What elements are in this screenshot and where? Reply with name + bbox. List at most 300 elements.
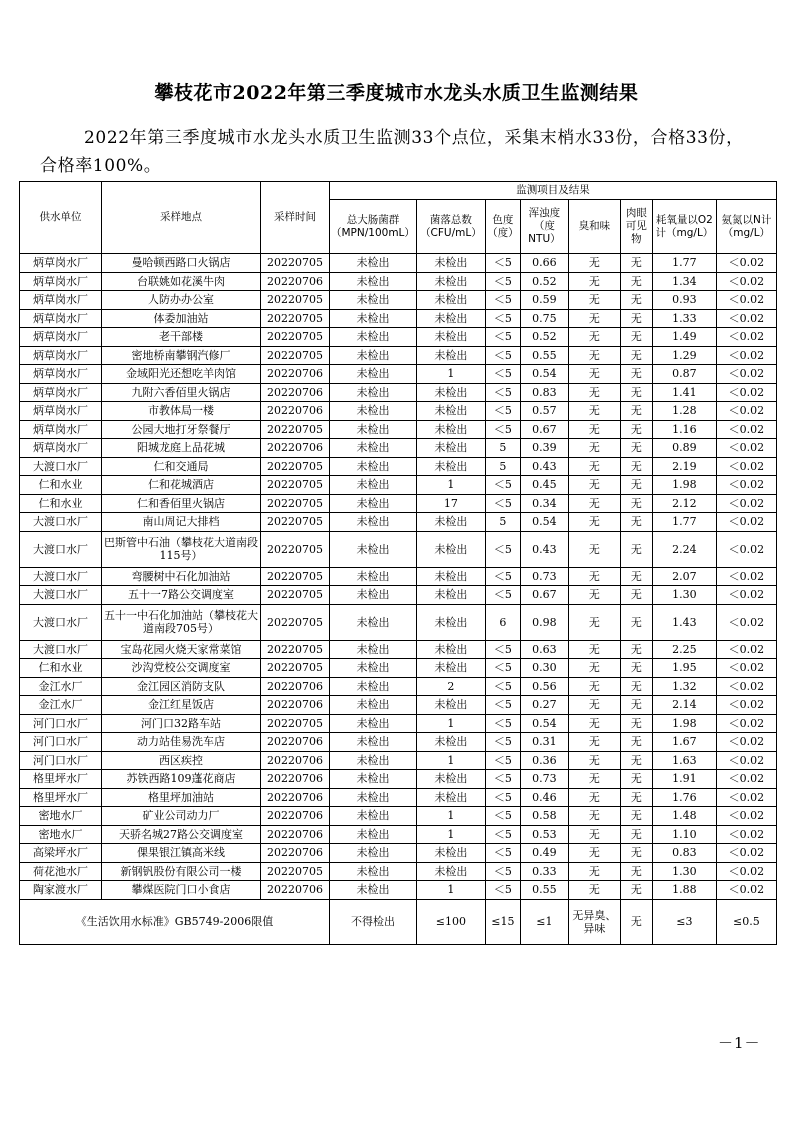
cell-coliform: 未检出	[330, 291, 417, 310]
cell-ammonia: ＜0.02	[716, 420, 776, 439]
cell-colony: 1	[416, 881, 485, 900]
cell-turbidity: 0.33	[520, 862, 568, 881]
cell-ammonia: ＜0.02	[716, 825, 776, 844]
cell-unit: 大渡口水厂	[20, 640, 102, 659]
cell-time: 20220706	[261, 677, 330, 696]
cell-color: ＜5	[485, 733, 520, 752]
cell-turbidity: 0.54	[520, 714, 568, 733]
cell-color: ＜5	[485, 309, 520, 328]
cell-turbidity: 0.67	[520, 420, 568, 439]
table-row	[20, 862, 777, 881]
table-row	[20, 807, 777, 826]
cell-location: 阳城龙庭上品花城	[102, 439, 261, 458]
cell-turbidity: 0.30	[520, 659, 568, 678]
cell-odor: 无	[568, 604, 620, 640]
cell-color: ＜5	[485, 567, 520, 586]
cell-colony: 1	[416, 825, 485, 844]
cell-location: 新钢钒股份有限公司一楼	[102, 862, 261, 881]
cell-ammonia: ＜0.02	[716, 844, 776, 863]
cell-ammonia: ＜0.02	[716, 770, 776, 789]
cell-turbidity: 0.66	[520, 254, 568, 273]
cell-coliform: 未检出	[330, 513, 417, 532]
cell-time: 20220706	[261, 733, 330, 752]
cell-colony: 未检出	[416, 862, 485, 881]
cell-color: ＜5	[485, 254, 520, 273]
table-row	[20, 659, 777, 678]
cell-colony: 未检出	[416, 513, 485, 532]
cell-ammonia: ＜0.02	[716, 328, 776, 347]
cell-odor: 无	[568, 328, 620, 347]
cell-odor: 无	[568, 402, 620, 421]
cell-location: 弯腰树中石化加油站	[102, 567, 261, 586]
cell-unit: 炳草岗水厂	[20, 272, 102, 291]
cell-coliform: 未检出	[330, 696, 417, 715]
cell-time: 20220706	[261, 696, 330, 715]
footer-limit: ≤1	[520, 899, 568, 944]
cell-color: ＜5	[485, 328, 520, 347]
cell-unit: 炳草岗水厂	[20, 346, 102, 365]
header-color: 色度（度）	[485, 200, 520, 254]
cell-color: ＜5	[485, 531, 520, 567]
cell-coliform: 未检出	[330, 420, 417, 439]
cell-coliform: 未检出	[330, 807, 417, 826]
cell-colony: 未检出	[416, 567, 485, 586]
cell-visible: 无	[620, 494, 652, 513]
cell-turbidity: 0.59	[520, 291, 568, 310]
table-row	[20, 420, 777, 439]
cell-visible: 无	[620, 862, 652, 881]
cell-ammonia: ＜0.02	[716, 272, 776, 291]
table-row	[20, 476, 777, 495]
cell-location: 巴斯管中石油（攀枝花大道南段115号）	[102, 531, 261, 567]
cell-odor: 无	[568, 751, 620, 770]
cell-location: 西区疾控	[102, 751, 261, 770]
table-row	[20, 494, 777, 513]
cell-ammonia: ＜0.02	[716, 402, 776, 421]
cell-unit: 炳草岗水厂	[20, 254, 102, 273]
cell-oxygen: 1.41	[652, 383, 716, 402]
header-colony: 菌落总数（CFU/mL）	[416, 200, 485, 254]
table-row	[20, 677, 777, 696]
cell-color: ＜5	[485, 881, 520, 900]
cell-location: 金域阳光还想吃羊肉馆	[102, 365, 261, 384]
cell-location: 曼哈顿西路口火锅店	[102, 254, 261, 273]
cell-colony: 未检出	[416, 346, 485, 365]
cell-colony: 未检出	[416, 328, 485, 347]
cell-oxygen: 1.91	[652, 770, 716, 789]
cell-time: 20220706	[261, 402, 330, 421]
cell-turbidity: 0.55	[520, 346, 568, 365]
cell-ammonia: ＜0.02	[716, 604, 776, 640]
table-row	[20, 402, 777, 421]
cell-unit: 炳草岗水厂	[20, 309, 102, 328]
cell-coliform: 未检出	[330, 881, 417, 900]
cell-unit: 仁和水业	[20, 659, 102, 678]
cell-unit: 炳草岗水厂	[20, 328, 102, 347]
cell-colony: 未检出	[416, 586, 485, 605]
cell-coliform: 未检出	[330, 714, 417, 733]
cell-coliform: 未检出	[330, 383, 417, 402]
cell-location: 南山周记大排档	[102, 513, 261, 532]
table-row	[20, 328, 777, 347]
cell-ammonia: ＜0.02	[716, 586, 776, 605]
page-number: －1－	[718, 1034, 761, 1052]
cell-unit: 密地水厂	[20, 807, 102, 826]
cell-odor: 无	[568, 439, 620, 458]
cell-odor: 无	[568, 640, 620, 659]
cell-coliform: 未检出	[330, 567, 417, 586]
cell-time: 20220705	[261, 531, 330, 567]
cell-colony: 未检出	[416, 420, 485, 439]
cell-color: ＜5	[485, 402, 520, 421]
cell-odor: 无	[568, 659, 620, 678]
cell-colony: 1	[416, 751, 485, 770]
cell-oxygen: 1.30	[652, 586, 716, 605]
cell-time: 20220705	[261, 640, 330, 659]
header-time: 采样时间	[261, 182, 330, 254]
cell-location: 密地桥南攀钢汽修厂	[102, 346, 261, 365]
cell-unit: 大渡口水厂	[20, 604, 102, 640]
cell-ammonia: ＜0.02	[716, 733, 776, 752]
cell-odor: 无	[568, 862, 620, 881]
cell-location: 格里坪加油站	[102, 788, 261, 807]
cell-color: ＜5	[485, 659, 520, 678]
cell-time: 20220705	[261, 586, 330, 605]
cell-time: 20220706	[261, 825, 330, 844]
cell-coliform: 未检出	[330, 346, 417, 365]
cell-time: 20220705	[261, 604, 330, 640]
cell-oxygen: 1.30	[652, 862, 716, 881]
cell-time: 20220706	[261, 788, 330, 807]
footer-limit: 无异臭、异味	[568, 899, 620, 944]
cell-location: 台联姚如花溪牛肉	[102, 272, 261, 291]
cell-turbidity: 0.43	[520, 457, 568, 476]
cell-visible: 无	[620, 476, 652, 495]
cell-unit: 大渡口水厂	[20, 586, 102, 605]
cell-visible: 无	[620, 531, 652, 567]
cell-visible: 无	[620, 586, 652, 605]
cell-location: 攀煤医院门口小食店	[102, 881, 261, 900]
cell-time: 20220705	[261, 494, 330, 513]
cell-odor: 无	[568, 881, 620, 900]
header-oxygen: 耗氧量以O2计（mg/L）	[652, 200, 716, 254]
cell-time: 20220705	[261, 420, 330, 439]
cell-unit: 格里坪水厂	[20, 788, 102, 807]
cell-time: 20220705	[261, 567, 330, 586]
cell-unit: 炳草岗水厂	[20, 402, 102, 421]
cell-odor: 无	[568, 677, 620, 696]
cell-turbidity: 0.53	[520, 825, 568, 844]
cell-unit: 金江水厂	[20, 677, 102, 696]
table-row	[20, 733, 777, 752]
cell-odor: 无	[568, 714, 620, 733]
cell-odor: 无	[568, 457, 620, 476]
cell-visible: 无	[620, 788, 652, 807]
cell-oxygen: 2.24	[652, 531, 716, 567]
cell-time: 20220706	[261, 807, 330, 826]
header-visible: 肉眼可见物	[620, 200, 652, 254]
cell-coliform: 未检出	[330, 402, 417, 421]
cell-coliform: 未检出	[330, 640, 417, 659]
cell-ammonia: ＜0.02	[716, 346, 776, 365]
cell-unit: 大渡口水厂	[20, 457, 102, 476]
footer-limit: ≤0.5	[716, 899, 776, 944]
cell-visible: 无	[620, 825, 652, 844]
cell-colony: 未检出	[416, 770, 485, 789]
cell-odor: 无	[568, 513, 620, 532]
cell-colony: 未检出	[416, 457, 485, 476]
cell-visible: 无	[620, 346, 652, 365]
footer-standard-label: 《生活饮用水标准》GB5749-2006限值	[20, 899, 330, 944]
cell-coliform: 未检出	[330, 677, 417, 696]
table-row	[20, 439, 777, 458]
table-row	[20, 751, 777, 770]
cell-time: 20220706	[261, 770, 330, 789]
cell-unit: 高梁坪水厂	[20, 844, 102, 863]
cell-location: 仁和交通局	[102, 457, 261, 476]
cell-colony: 1	[416, 365, 485, 384]
cell-oxygen: 1.10	[652, 825, 716, 844]
table-row	[20, 586, 777, 605]
cell-ammonia: ＜0.02	[716, 457, 776, 476]
cell-location: 九附六香佰里火锅店	[102, 383, 261, 402]
cell-unit: 陶家渡水厂	[20, 881, 102, 900]
cell-visible: 无	[620, 751, 652, 770]
cell-colony: 未检出	[416, 640, 485, 659]
cell-color: 5	[485, 457, 520, 476]
cell-unit: 大渡口水厂	[20, 567, 102, 586]
cell-turbidity: 0.67	[520, 586, 568, 605]
cell-turbidity: 0.52	[520, 328, 568, 347]
cell-color: ＜5	[485, 770, 520, 789]
table-row	[20, 531, 777, 567]
cell-time: 20220705	[261, 291, 330, 310]
table-row	[20, 788, 777, 807]
cell-location: 苏铁西路109蓬花商店	[102, 770, 261, 789]
table-row	[20, 383, 777, 402]
cell-ammonia: ＜0.02	[716, 531, 776, 567]
table-row	[20, 640, 777, 659]
table-row	[20, 457, 777, 476]
cell-location: 五十一7路公交调度室	[102, 586, 261, 605]
cell-unit: 炳草岗水厂	[20, 439, 102, 458]
cell-visible: 无	[620, 714, 652, 733]
cell-oxygen: 1.29	[652, 346, 716, 365]
cell-unit: 格里坪水厂	[20, 770, 102, 789]
cell-odor: 无	[568, 254, 620, 273]
cell-ammonia: ＜0.02	[716, 640, 776, 659]
cell-visible: 无	[620, 604, 652, 640]
cell-color: ＜5	[485, 788, 520, 807]
cell-unit: 金江水厂	[20, 696, 102, 715]
cell-turbidity: 0.39	[520, 439, 568, 458]
cell-location: 动力站佳易洗车店	[102, 733, 261, 752]
cell-turbidity: 0.27	[520, 696, 568, 715]
cell-color: ＜5	[485, 586, 520, 605]
cell-ammonia: ＜0.02	[716, 677, 776, 696]
cell-visible: 无	[620, 402, 652, 421]
cell-location: 河门口32路车站	[102, 714, 261, 733]
table-row	[20, 291, 777, 310]
table-row	[20, 254, 777, 273]
table-row	[20, 825, 777, 844]
cell-turbidity: 0.73	[520, 770, 568, 789]
cell-odor: 无	[568, 844, 620, 863]
cell-visible: 无	[620, 291, 652, 310]
cell-coliform: 未检出	[330, 844, 417, 863]
cell-color: ＜5	[485, 714, 520, 733]
cell-time: 20220706	[261, 881, 330, 900]
cell-coliform: 未检出	[330, 604, 417, 640]
summary-paragraph: 2022年第三季度城市水龙头水质卫生监测33个点位，采集末梢水33份，合格33份，合格率100%。	[40, 128, 744, 176]
cell-location: 老干部楼	[102, 328, 261, 347]
table-row	[20, 346, 777, 365]
cell-time: 20220706	[261, 365, 330, 384]
cell-unit: 河门口水厂	[20, 733, 102, 752]
cell-coliform: 未检出	[330, 272, 417, 291]
cell-color: ＜5	[485, 825, 520, 844]
cell-unit: 炳草岗水厂	[20, 420, 102, 439]
cell-oxygen: 1.95	[652, 659, 716, 678]
cell-unit: 河门口水厂	[20, 714, 102, 733]
header-ammonia: 氨氮以N计（mg/L）	[716, 200, 776, 254]
cell-time: 20220705	[261, 328, 330, 347]
cell-colony: 未检出	[416, 696, 485, 715]
cell-oxygen: 1.48	[652, 807, 716, 826]
cell-oxygen: 1.49	[652, 328, 716, 347]
header-group: 监测项目及结果	[330, 182, 777, 200]
cell-turbidity: 0.63	[520, 640, 568, 659]
cell-visible: 无	[620, 365, 652, 384]
cell-oxygen: 1.77	[652, 513, 716, 532]
results-table	[19, 181, 777, 945]
cell-time: 20220706	[261, 383, 330, 402]
cell-ammonia: ＜0.02	[716, 881, 776, 900]
cell-odor: 无	[568, 420, 620, 439]
cell-colony: 未检出	[416, 659, 485, 678]
cell-time: 20220705	[261, 513, 330, 532]
cell-ammonia: ＜0.02	[716, 476, 776, 495]
cell-odor: 无	[568, 733, 620, 752]
cell-ammonia: ＜0.02	[716, 659, 776, 678]
cell-time: 20220706	[261, 844, 330, 863]
header-turbidity: 浑浊度（度NTU）	[520, 200, 568, 254]
cell-colony: 未检出	[416, 309, 485, 328]
table-row	[20, 604, 777, 640]
cell-oxygen: 1.67	[652, 733, 716, 752]
cell-location: 金江园区消防支队	[102, 677, 261, 696]
cell-odor: 无	[568, 291, 620, 310]
cell-coliform: 未检出	[330, 770, 417, 789]
cell-location: 仁和花城酒店	[102, 476, 261, 495]
cell-unit: 仁和水业	[20, 494, 102, 513]
cell-time: 20220705	[261, 659, 330, 678]
cell-visible: 无	[620, 677, 652, 696]
cell-color: ＜5	[485, 807, 520, 826]
cell-location: 天骄名城27路公交调度室	[102, 825, 261, 844]
document-title: 攀枝花市2022年第三季度城市水龙头水质卫生监测结果	[154, 82, 639, 104]
cell-visible: 无	[620, 659, 652, 678]
header-coliform: 总大肠菌群（MPN/100mL）	[330, 200, 417, 254]
cell-turbidity: 0.36	[520, 751, 568, 770]
cell-time: 20220706	[261, 751, 330, 770]
cell-odor: 无	[568, 770, 620, 789]
cell-color: ＜5	[485, 494, 520, 513]
table-row	[20, 365, 777, 384]
cell-unit: 密地水厂	[20, 825, 102, 844]
table-row	[20, 309, 777, 328]
table-row	[20, 844, 777, 863]
cell-visible: 无	[620, 272, 652, 291]
cell-color: ＜5	[485, 844, 520, 863]
cell-coliform: 未检出	[330, 309, 417, 328]
cell-location: 市教体局一楼	[102, 402, 261, 421]
cell-coliform: 未检出	[330, 733, 417, 752]
cell-oxygen: 0.89	[652, 439, 716, 458]
cell-oxygen: 0.87	[652, 365, 716, 384]
cell-colony: 未检出	[416, 439, 485, 458]
cell-odor: 无	[568, 346, 620, 365]
cell-color: ＜5	[485, 291, 520, 310]
cell-turbidity: 0.34	[520, 494, 568, 513]
cell-visible: 无	[620, 513, 652, 532]
cell-oxygen: 1.34	[652, 272, 716, 291]
cell-coliform: 未检出	[330, 494, 417, 513]
cell-color: ＜5	[485, 751, 520, 770]
cell-oxygen: 2.19	[652, 457, 716, 476]
cell-color: ＜5	[485, 272, 520, 291]
cell-colony: 未检出	[416, 402, 485, 421]
cell-visible: 无	[620, 770, 652, 789]
cell-coliform: 未检出	[330, 328, 417, 347]
cell-time: 20220705	[261, 346, 330, 365]
cell-turbidity: 0.57	[520, 402, 568, 421]
cell-colony: 1	[416, 476, 485, 495]
cell-ammonia: ＜0.02	[716, 494, 776, 513]
cell-ammonia: ＜0.02	[716, 862, 776, 881]
cell-turbidity: 0.73	[520, 567, 568, 586]
cell-coliform: 未检出	[330, 457, 417, 476]
cell-turbidity: 0.75	[520, 309, 568, 328]
cell-ammonia: ＜0.02	[716, 365, 776, 384]
cell-ammonia: ＜0.02	[716, 383, 776, 402]
cell-colony: 未检出	[416, 844, 485, 863]
cell-visible: 无	[620, 309, 652, 328]
cell-turbidity: 0.98	[520, 604, 568, 640]
table-row	[20, 567, 777, 586]
cell-color: ＜5	[485, 420, 520, 439]
cell-ammonia: ＜0.02	[716, 696, 776, 715]
cell-visible: 无	[620, 420, 652, 439]
cell-turbidity: 0.31	[520, 733, 568, 752]
cell-time: 20220706	[261, 439, 330, 458]
cell-colony: 未检出	[416, 272, 485, 291]
cell-visible: 无	[620, 567, 652, 586]
cell-visible: 无	[620, 383, 652, 402]
cell-coliform: 未检出	[330, 788, 417, 807]
cell-coliform: 未检出	[330, 862, 417, 881]
cell-turbidity: 0.58	[520, 807, 568, 826]
cell-colony: 未检出	[416, 531, 485, 567]
cell-visible: 无	[620, 696, 652, 715]
cell-colony: 未检出	[416, 383, 485, 402]
cell-location: 倮果银江镇高米线	[102, 844, 261, 863]
cell-ammonia: ＜0.02	[716, 309, 776, 328]
cell-unit: 河门口水厂	[20, 751, 102, 770]
cell-oxygen: 1.98	[652, 476, 716, 495]
cell-colony: 未检出	[416, 291, 485, 310]
cell-unit: 炳草岗水厂	[20, 365, 102, 384]
